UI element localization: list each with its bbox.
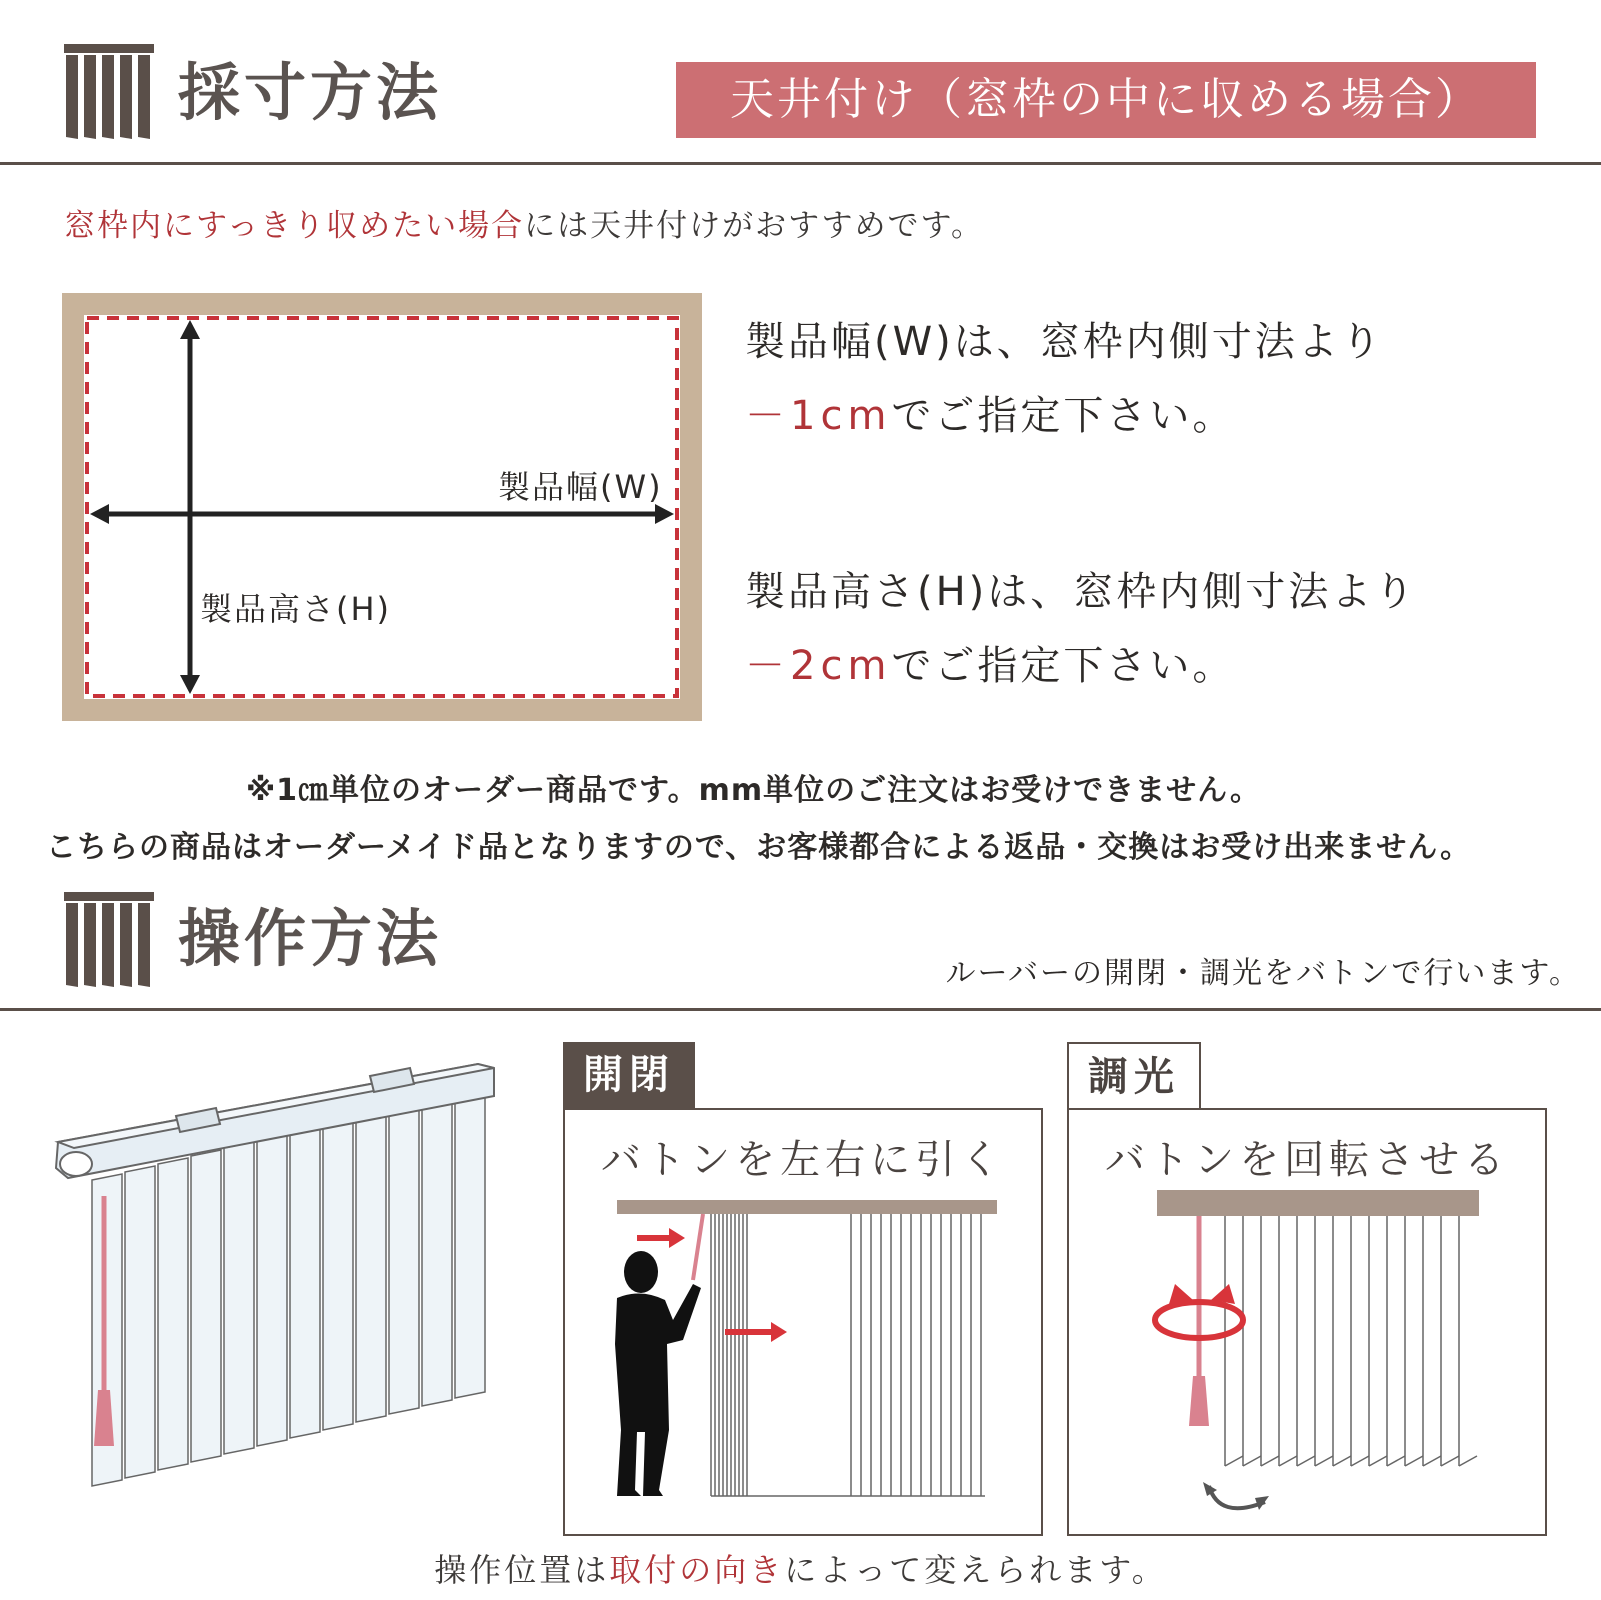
louver-slat — [191, 1150, 221, 1462]
louver-slat — [158, 1158, 188, 1470]
louver-slat — [422, 1094, 452, 1406]
measure-title: 採寸方法 — [178, 56, 443, 129]
width-rule-line1: 製品幅(W)は、窓枠内側寸法より — [745, 319, 1384, 365]
height-rule-line2 — [745, 634, 1235, 691]
width-rest: でご指定下さい。 — [891, 393, 1236, 439]
intro-text — [64, 200, 984, 245]
operation-title: 操作方法 — [178, 902, 443, 975]
louver-slat — [356, 1110, 386, 1422]
dimming-panel — [1067, 1108, 1547, 1536]
intro-highlight: 窓枠内にすっきり収めたい場合 — [64, 208, 525, 244]
louver-slat — [455, 1086, 485, 1398]
footer-highlight: 取付の向き — [609, 1551, 785, 1589]
width-minus: －1cm — [745, 393, 892, 439]
open-close-illustration — [565, 1190, 1041, 1530]
louver-slat — [224, 1142, 254, 1454]
blind-logo-icon — [64, 892, 154, 987]
intro-rest: には天井付けがおすすめです。 — [524, 208, 984, 244]
open-close-panel — [563, 1108, 1043, 1536]
return-policy-note: こちらの商品はオーダーメイド品となりますので、お客様都合による返品・交換はお受け出来ません。 — [46, 830, 1472, 865]
louver-slat — [389, 1102, 419, 1414]
slat-group — [1225, 1216, 1477, 1466]
ceiling-mount-banner: 天井付け（窓枠の中に収める場合） — [676, 62, 1536, 138]
slat-line — [1225, 1456, 1243, 1466]
operation-description: ルーバーの開閉・調光をバトンで行います。 — [945, 956, 1581, 991]
slat-line — [1423, 1456, 1441, 1466]
vertical-blind-illustration — [48, 1060, 508, 1520]
height-rule-line1: 製品高さ(H)は、窓枠内側寸法より — [745, 569, 1418, 615]
tab-dimming: 調光 — [1067, 1042, 1201, 1110]
footer-note — [0, 1545, 1601, 1591]
louver-slat — [323, 1118, 353, 1430]
slat-line — [1333, 1456, 1351, 1466]
open-close-caption: バトンを左右に引く — [600, 1137, 1006, 1183]
divider — [0, 1008, 1601, 1011]
dimming-illustration — [1069, 1190, 1545, 1530]
slat-line — [1297, 1456, 1315, 1466]
louver-slat — [257, 1134, 287, 1446]
slat-line — [1243, 1456, 1261, 1466]
height-rest: でご指定下さい。 — [891, 643, 1236, 689]
louver-slat — [125, 1166, 155, 1478]
louver-slat — [290, 1126, 320, 1438]
diagram-height-label: 製品高さ(H) — [200, 590, 392, 628]
slat-line — [1405, 1456, 1423, 1466]
diagram-width-label: 製品幅(W) — [498, 468, 663, 506]
blind-logo-icon — [64, 44, 154, 139]
divider — [0, 162, 1601, 165]
slat-line — [1459, 1456, 1477, 1466]
slat-line — [1369, 1456, 1387, 1466]
footer-post: によって変えられます。 — [784, 1551, 1167, 1589]
slat-line — [1261, 1456, 1279, 1466]
slat-group — [711, 1214, 985, 1496]
height-minus: －2cm — [745, 643, 892, 689]
unit-note: ※1㎝単位のオーダー商品です。mm単位のご注文はお受けできません。 — [246, 773, 1261, 808]
width-rule-line2 — [745, 384, 1235, 441]
slat-line — [1351, 1456, 1369, 1466]
slat-line — [1387, 1456, 1405, 1466]
slat-line — [1279, 1456, 1297, 1466]
slat-line — [1315, 1456, 1333, 1466]
tab-open-close: 開閉 — [563, 1042, 695, 1108]
footer-pre: 操作位置は — [434, 1551, 610, 1589]
slat-line — [1441, 1456, 1459, 1466]
dimming-caption: バトンを回転させる — [1104, 1137, 1510, 1183]
